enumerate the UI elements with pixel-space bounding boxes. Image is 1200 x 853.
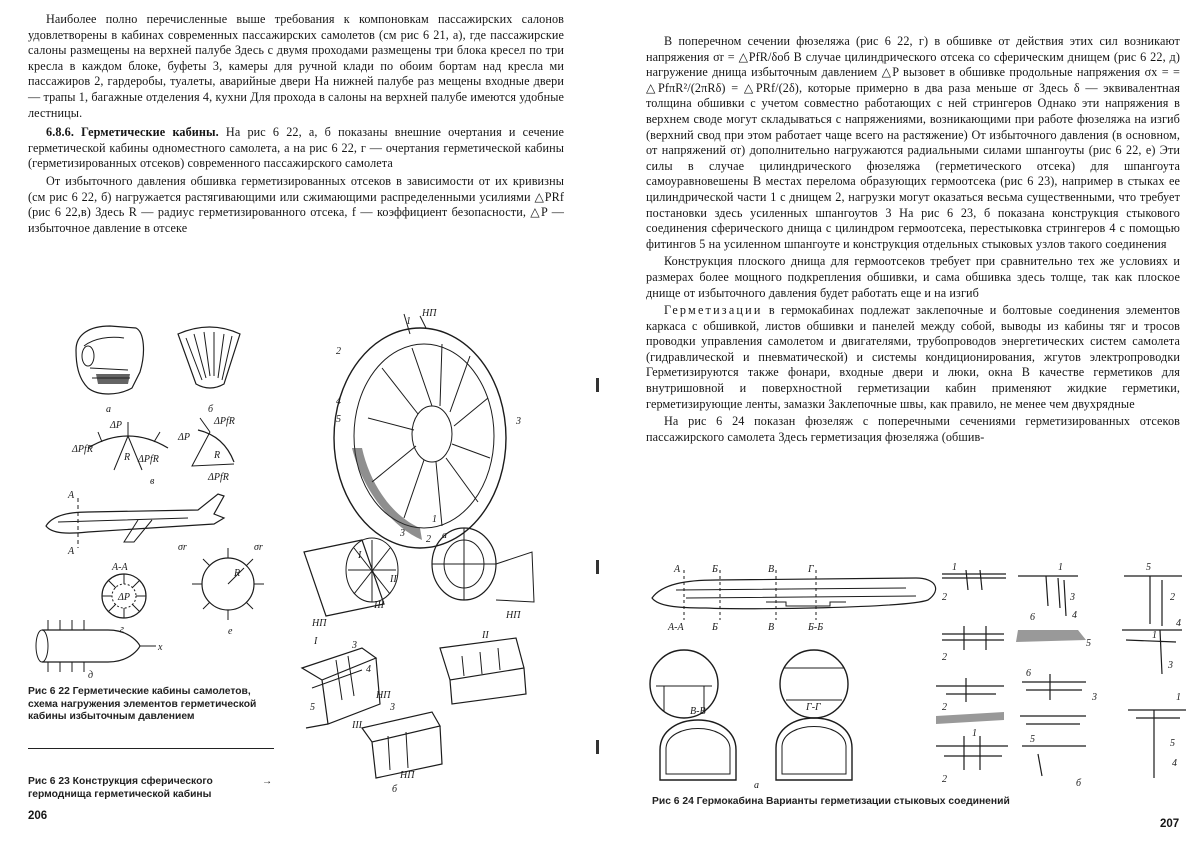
fig624-b-num-5c: 5 <box>1146 562 1151 573</box>
fig622-stress-diagram <box>192 548 264 620</box>
left-paragraph-2 <box>28 125 564 172</box>
fig622-dpfr-right: ΔPfR <box>214 416 235 427</box>
page-number-right: 207 <box>1160 818 1180 830</box>
fig622-cylinder-d <box>36 620 156 672</box>
fig622-label-d: д <box>88 670 94 681</box>
fig624-b-num-4b: 4 <box>1072 610 1077 621</box>
fig624-b-num-6b: 6 <box>1026 668 1031 679</box>
figure-6-23 <box>292 308 572 808</box>
fig624-b-num-1h: 1 <box>972 728 977 739</box>
fig623-num-2: 2 <box>426 534 431 545</box>
gutter-mark-middle <box>596 560 599 574</box>
left-text-block <box>28 12 564 238</box>
fig623-bulkhead-a <box>334 314 506 548</box>
fig623-b-num-3: 3 <box>352 640 357 651</box>
figure-6-23-caption <box>28 776 258 801</box>
fig624-b-num-2f: 2 <box>942 702 947 713</box>
fig624-section-aa-drawing <box>650 650 718 718</box>
fig623-roman-3: III <box>374 600 384 611</box>
fig624-b-num-4g: 4 <box>1172 758 1177 769</box>
gutter-mark-top <box>596 378 599 392</box>
fig622-section-mark-top: A <box>68 490 75 501</box>
right-paragraph-1: В поперечном сечении фюзеляжа (рис 6 22, г) в обшивке от действия этих сил возникают напряжения σr = △PfR/δоб В случае цилиндрического отсека со сферическим днищем (рис 6 22, д) нагружение днища избыточным давлением △P вызовет в обшивке продольные напряжения σx = = △PfπR²/(2πRδ) = △PRf/(2δ), которые примерно в два раза меньше σr Здесь δ — эквивалентная толщина обшивки с учетом совместно работающих с ней стрингеров Однако эти напряжения в верхнем своде могут складываться с напряжениями, возникающими при работе фюзеляжа на изгиб (верхний свод при этом работает чаще всего на растяжение) От избыточного давления (в основном, от напряжений σr) дополнительно нагружаются радиальными силами шпангоуты (рис 6 22, е) Эти силы в случае цилиндрического фюзеляжа (герметического отсека) для шпангоута самоуравновешены В местах перелома образующих гермоотсека (рис 6 23), например в стыках ее цилиндрической части 1 с днищем 2, нагрузки могут оказаться весьма существенными, что требует постановки здесь усиленных шпангоутов 3 На рис 6 23, б показана конструкция стыкового соединения сферического днища с цилиндром гермоотсека, перестыковка стрингеров 4 с помощью фитингов 5 на усиленном шпангоуте и конструкция отдельных стыковых узлов такого соединения <box>646 34 1180 251</box>
fig624-label-a: а <box>754 780 759 791</box>
left-paragraph-2-text: На рис 6 22, а, б показаны внешние очертания и сечение герметической кабины одноместного самолета, а на рис 6 22, г — очертания герметической кабины (герметизированных отсеков) современного пассажирского самолета <box>28 125 565 171</box>
fig622-label-g: г <box>120 624 124 635</box>
fig623-a-num-1b: 1 <box>432 514 437 525</box>
fig623-b-num-5: 5 <box>310 702 315 713</box>
fig622-r-circle: R <box>234 568 241 579</box>
figure-6-24 <box>646 560 1186 792</box>
figure-6-23-arrow: → <box>262 776 273 787</box>
fig622-dp-right: ΔP <box>178 432 190 443</box>
figure-6-22 <box>28 312 278 682</box>
fig623-joint-details-b <box>302 638 526 778</box>
fig624-b-num-5g: 5 <box>1170 738 1175 749</box>
fig624-section-vv: В-В <box>690 706 706 717</box>
fig622-dp-circle: ΔP <box>118 592 130 603</box>
fig624-b-num-3f: 3 <box>1092 692 1097 703</box>
fig624-section-bb: Б-Б <box>808 622 824 633</box>
fig622-cockpit-a <box>76 326 143 394</box>
fig622-dpfr-mid: ΔPfR <box>138 454 159 465</box>
page-number-left: 206 <box>28 810 48 822</box>
fig623-cylinder-views <box>304 528 534 616</box>
fig623-num-3: 3 <box>400 528 405 539</box>
fig622-dpfr-bottom: ΔPfR <box>208 472 229 483</box>
right-paragraph-3 <box>646 303 1180 412</box>
fig623-b-num-4: 4 <box>366 664 371 675</box>
fig623-label-b: б <box>392 784 398 795</box>
fig623-b-roman-2: II <box>482 630 489 641</box>
figure-6-24-caption: Рис 6 24 Гермокабина Варианты герметизации стыковых соединений <box>652 796 1010 807</box>
fig623-label-a: а <box>442 530 447 541</box>
fig624-b-num-1a: 1 <box>952 562 957 573</box>
fig622-label-e: е <box>228 626 233 637</box>
fig623-a-num-5: 5 <box>336 414 341 425</box>
fig624-b-num-1e: 1 <box>1152 630 1157 641</box>
fig624-section-gg: Г-Г <box>806 702 821 713</box>
fig622-section-b <box>178 327 240 388</box>
fig624-b-num-6a: 6 <box>1030 612 1035 623</box>
fig622-label-v: в <box>150 476 155 487</box>
fig622-sigma-right: σr <box>254 542 263 553</box>
fig622-r-right: R <box>214 450 221 461</box>
fig624-mark-a-top: А <box>674 564 681 575</box>
right-page <box>600 0 1200 853</box>
caption-divider <box>28 748 274 749</box>
fig623-a-np: НП <box>422 308 437 319</box>
figure-6-23-caption-text: Рис 6 23 Конструкция сферического гермоднища герметической кабины <box>28 776 213 800</box>
fig623-roman-2: II <box>390 574 397 585</box>
fig624-b-num-5h: 5 <box>1030 734 1035 745</box>
fig623-np-right: НП <box>506 610 521 621</box>
fig622-dpfr-left: ΔPfR <box>72 444 93 455</box>
fig622-section-mark-bottom: A <box>68 546 75 557</box>
fig622-sigma-left: σr <box>178 542 187 553</box>
right-paragraph-3-text: в гермокабинах подлежат заклепочные и болтовые соединения элементов каркаса с обшивкой, листов обшивки и панелей между собой, выводы из кабины тяг и тросов проводки управления самолетом и двигателями, трубопроводов энергетических систем самолета (гидравлической и пневматической) и системы кондиционирования, жгутов электропроводки Герметизируются также фонари, входные двери и люки, окна В качестве герметиков для внутришовной и поверхностной герметизации кабин применяют жидкие герметики, герметизирующие ленты, замазки Заклепочные швы, как правило, не менее чем двухрядные <box>646 303 1180 411</box>
fig624-mark-v-bottom: В <box>768 622 775 633</box>
section-heading-title: Герметические кабины. <box>81 125 219 140</box>
fig624-b-num-3e: 3 <box>1168 660 1173 671</box>
fig624-mark-b-bottom: Б <box>712 622 718 633</box>
fig624-b-num-4c: 4 <box>1176 618 1181 629</box>
fig624-b-num-1g: 1 <box>1176 692 1181 703</box>
fig624-section-vv-drawing <box>660 720 736 780</box>
fig623-roman-1: I <box>358 550 362 561</box>
fig624-b-num-1b: 1 <box>1058 562 1063 573</box>
fig624-mark-b-top: Б <box>712 564 718 575</box>
fig623-b-roman-1: I <box>314 636 318 647</box>
fig623-a-num-2: 2 <box>336 346 341 357</box>
fig624-label-b: б <box>1076 778 1082 789</box>
fig622-section-aa-label: А-А <box>112 562 128 573</box>
fig624-mark-v-top: В <box>768 564 775 575</box>
right-paragraph-2: Конструкция плоского днища для гермоотсеков требует при сравнительно тех же условиях и размерах более мощного подкрепления обшивки, и сама обшивка здесь толще, так как плоское днище от избыточного давления будет работать еще и на изгиб <box>646 254 1180 300</box>
fig624-section-aa: А-А <box>668 622 684 633</box>
fig622-label-b: б <box>208 404 214 415</box>
gutter-mark-bottom <box>596 740 599 754</box>
left-paragraph-3: От избыточного давления обшивка герметизированных отсеков в зависимости от их кривизны (см рис 6 22, б) нагружается растягивающими или сжимающими распределенными усилиями △PRf (рис 6 22,в) Здесь R — радиус герметизированного отсека, f — коэффициент безопасности, △P — избыточное давление в отсеке <box>28 173 564 235</box>
fig623-b-np: НП <box>376 690 391 701</box>
fig622-airplane-g <box>46 494 224 548</box>
fig624-b-num-2d: 2 <box>942 652 947 663</box>
right-paragraph-4: На рис 6 24 показан фюзеляж с поперечными сечениями герметизированных отсеков пассажирского самолета Здесь герметизация фюзеляжа (обшив- <box>646 414 1180 444</box>
fig622-dp-left: ΔP <box>110 420 122 431</box>
section-heading-number: 6.8.6. <box>46 125 75 140</box>
fig622-label-a: а <box>106 404 111 415</box>
fig622-x-axis: x <box>158 642 163 653</box>
fig624-b-num-2a: 2 <box>942 592 947 603</box>
fig623-b-roman-3: III <box>352 720 362 731</box>
fig624-section-gg-drawing <box>776 718 852 780</box>
fig623-a-num-1: 1 <box>406 316 411 327</box>
fig624-b-num-3b: 3 <box>1070 592 1075 603</box>
fig623-np-left: НП <box>312 618 327 629</box>
fig623-a-num-4: 4 <box>336 396 341 407</box>
fig624-mark-g-top: Г <box>808 564 814 575</box>
fig624-b-num-2h: 2 <box>942 774 947 785</box>
figure-6-22-caption: Рис 6 22 Герметические кабины самолетов, схема нагружения элементов герметической кабины избыточным давлением <box>28 686 257 723</box>
fig622-r-left: R <box>124 452 131 463</box>
fig623-b-np-2: НП <box>400 770 415 781</box>
fig624-b-num-5d: 5 <box>1086 638 1091 649</box>
fig623-b-num-3b: 3 <box>390 702 395 713</box>
left-paragraph-1: Наиболее полно перечисленные выше требования к компоновкам пассажирских салонов удовлетворены в кабинах современных пассажирских самолетов (см рис 6 21, а), где пассажирские салоны размещены на верхней палубе Здесь с двумя проходами размещены три блока кресел по три кресла в каждом блоке, буфеты 3, камеры для ручной клади по обоим бортам над кресла ми пассажиров 2, гардеробы, туалеты, аварийные двери На нижней палубе раз мещены входные двери — трапы 1, багажные отделения 4, кухни Для прохода в салоны на верхней палубе имеются удобные лестницы. <box>28 12 564 120</box>
fig624-joint-details-b <box>936 570 1186 778</box>
right-paragraph-3-lead: Герметизации <box>664 303 763 318</box>
fig624-b-num-2c: 2 <box>1170 592 1175 603</box>
fig623-a-num-3: 3 <box>516 416 521 427</box>
fig624-fuselage-a <box>652 570 936 620</box>
right-text-block <box>646 34 1180 447</box>
